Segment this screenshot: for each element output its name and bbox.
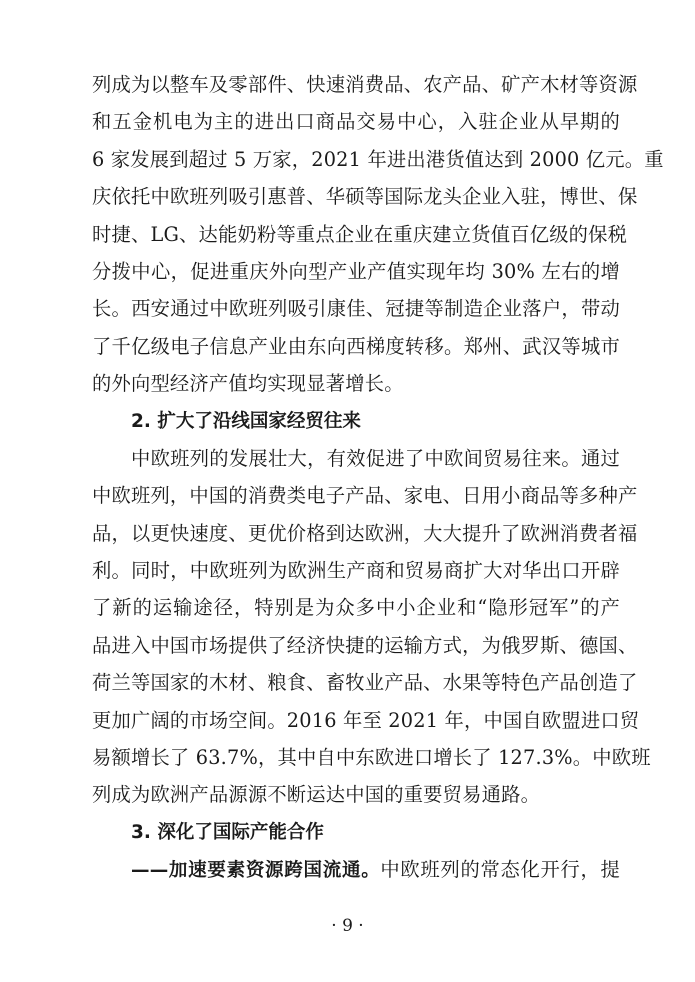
text-line: 荷兰等国家的木材、粮食、畜牧业产品、水果等特色产品创造了 bbox=[92, 671, 638, 695]
text-line: 易额增长了 63.7%，其中自中东欧进口增长了 127.3%。中欧班 bbox=[92, 746, 651, 770]
text-line: 更加广阔的市场空间。2016 年至 2021 年，中国自欧盟进口贸 bbox=[92, 708, 640, 732]
text-line: 时捷、LG、达能奶粉等重点企业在重庆建立货值百亿级的保税 bbox=[92, 222, 628, 246]
text-line: 长。西安通过中欧班列吸引康佳、冠捷等制造企业落户，带动 bbox=[92, 297, 620, 321]
text-line: 6 家发展到超过 5 万家，2021 年进出港货值达到 2000 亿元。重 bbox=[92, 147, 664, 171]
section-heading-3: 3. 深化了国际产能合作 bbox=[131, 821, 324, 843]
text-line: 的外向型经济产值均实现显著增长。 bbox=[92, 372, 404, 396]
document-page bbox=[92, 66, 664, 889]
text-line: 分拨中心，促进重庆外向型产业产值实现年均 30% 左右的增 bbox=[92, 259, 620, 283]
page-number: · 9 · bbox=[331, 916, 364, 936]
text-line: 了新的运输途径，特别是为众多中小企业和“隐形冠军”的产 bbox=[92, 596, 620, 620]
text-line: 列成为欧洲产品源源不断运达中国的重要贸易通路。 bbox=[92, 783, 541, 807]
paragraph-2 bbox=[92, 440, 651, 814]
paragraph-1 bbox=[92, 66, 664, 403]
bold-lead-phrase: ——加速要素资源跨国流通。 bbox=[131, 860, 381, 882]
text-line: 中欧班列，中国的消费类电子产品、家电、日用小商品等多种产 bbox=[92, 484, 638, 508]
section-heading-2: 2. 扩大了沿线国家经贸往来 bbox=[131, 410, 361, 432]
text-line: 庆依托中欧班列吸引惠普、华硕等国际龙头企业入驻，博世、保 bbox=[92, 185, 638, 209]
paragraph-3 bbox=[92, 851, 620, 888]
text-line: 了千亿级电子信息产业由东向西梯度转移。郑州、武汉等城市 bbox=[92, 334, 620, 358]
text-line bbox=[92, 851, 620, 888]
text-line: 品，以更快速度、更优价格到达欧洲，大大提升了欧洲消费者福 bbox=[92, 521, 638, 545]
text-line: 中欧班列的发展壮大，有效促进了中欧间贸易往来。通过 bbox=[131, 446, 620, 470]
text-line: 和五金机电为主的进出口商品交易中心，入驻企业从早期的 bbox=[92, 110, 620, 134]
text-line: 列成为以整车及零部件、快速消费品、农产品、矿产木材等资源 bbox=[92, 73, 638, 96]
text-run: 中欧班列的常态化开行，提 bbox=[380, 858, 620, 882]
text-line: 品进入中国市场提供了经济快捷的运输方式，为俄罗斯、德国、 bbox=[92, 633, 638, 657]
text-line: 利。同时，中欧班列为欧洲生产商和贸易商扩大对华出口开辟 bbox=[92, 559, 620, 583]
